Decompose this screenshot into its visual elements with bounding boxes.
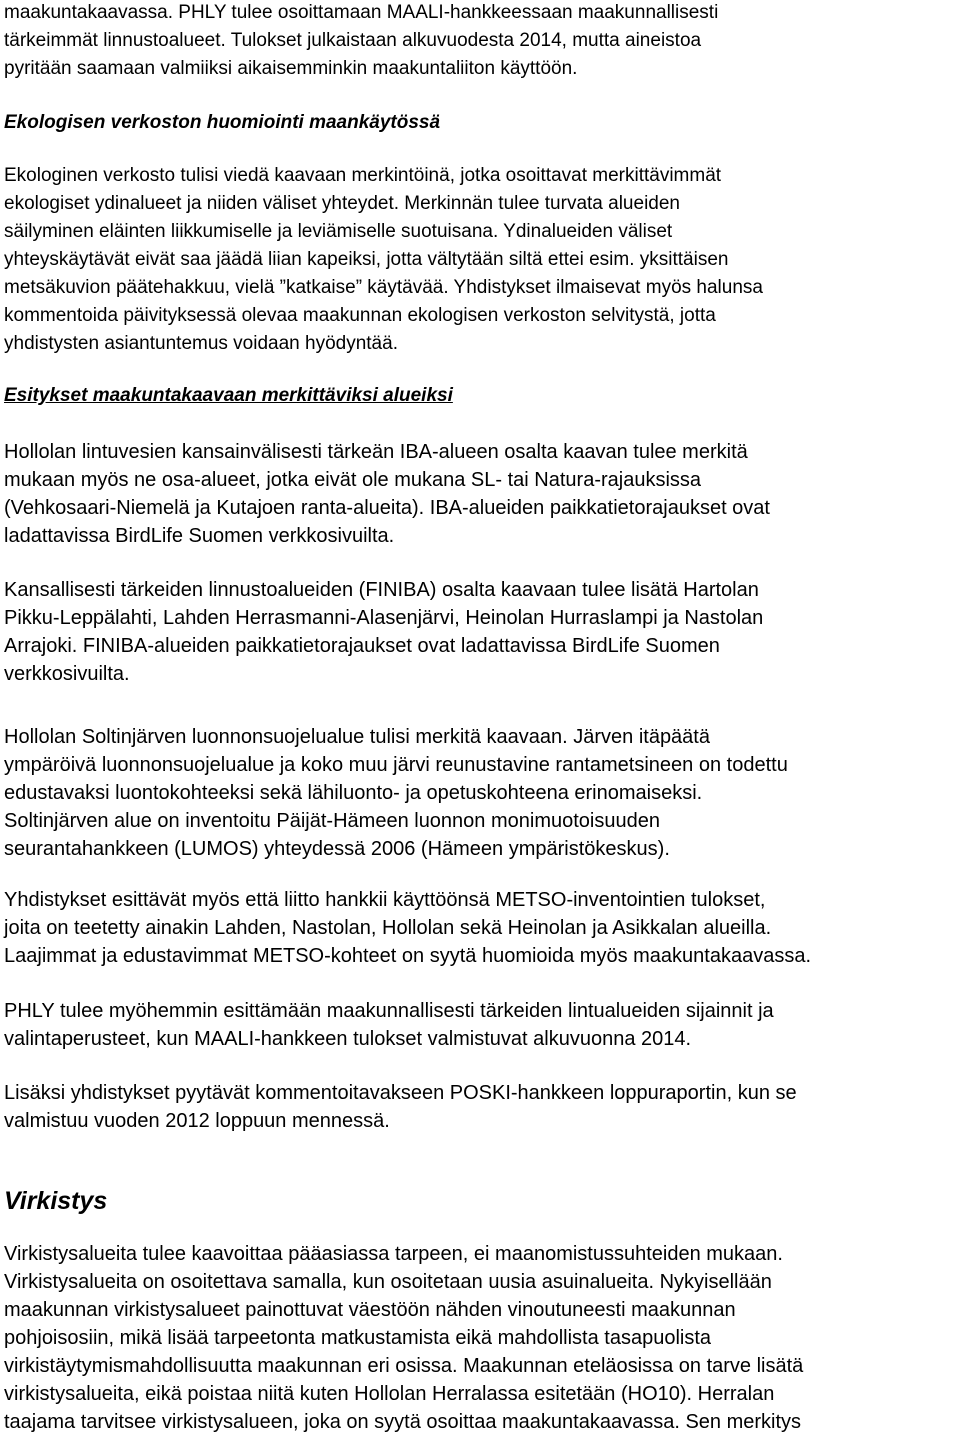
proposals-paragraph-poski bbox=[4, 1079, 797, 1135]
text-line: yhteyskäytävät eivät saa jäädä liian kapeiksi, jotta vältytään siltä ettei esim. yksittäisen bbox=[4, 249, 729, 270]
text-line: Virkistysalueita tulee kaavoittaa pääasiassa tarpeen, ei maanomistussuhteiden mukaan. bbox=[4, 1243, 783, 1265]
text-line: kommentoida päivityksessä olevaa maakunnan ekologisen verkoston selvitystä, jotta bbox=[4, 305, 716, 326]
text-line: pohjoisosiin, mikä lisää tarpeetonta matkustamista eikä mahdollista tasapuolista bbox=[4, 1327, 712, 1349]
text-line: taajama tarvitsee virkistysalueen, joka on syytä osoittaa maakuntakaavassa. Sen merkitys bbox=[4, 1411, 802, 1433]
proposals-paragraph-maali bbox=[4, 997, 774, 1053]
ecological-paragraph bbox=[4, 162, 763, 358]
text-line: maakunnan virkistysalueet painottuvat väestöön nähden vinoutuneesti maakunnan bbox=[4, 1299, 736, 1321]
text-line: joita on teetetty ainakin Lahden, Nastolan, Hollolan sekä Heinolan ja Asikkalan alueilla. bbox=[4, 917, 772, 939]
intro-paragraph bbox=[4, 0, 718, 83]
text-line: (Vehkosaari-Niemelä ja Kutajoen ranta-alueita). IBA-alueiden paikkatietorajaukset ovat bbox=[4, 497, 770, 519]
section-heading-proposals: Esitykset maakuntakaavaan merkittäviksi alueiksi bbox=[4, 385, 453, 406]
proposals-paragraph-iba bbox=[4, 438, 770, 550]
proposals-paragraph-soltinjarvi bbox=[4, 723, 788, 863]
text-line: Pikku-Leppälahti, Lahden Herrasmanni-Alasenjärvi, Heinolan Hurraslampi ja Nastolan bbox=[4, 607, 764, 629]
text-line: Yhdistykset esittävät myös että liitto hankkii käyttöönsä METSO-inventointien tulokset, bbox=[4, 889, 766, 911]
text-line: Arrajoki. FINIBA-alueiden paikkatietorajaukset ovat ladattavissa BirdLife Suomen bbox=[4, 635, 720, 657]
text-line: Laajimmat ja edustavimmat METSO-kohteet on syytä huomioida myös maakuntakaavassa. bbox=[4, 945, 812, 967]
section-heading-ecological: Ekologisen verkoston huomiointi maankäytössä bbox=[4, 112, 441, 133]
text-line: tärkeimmät linnustoalueet. Tulokset julkaistaan alkuvuodesta 2014, mutta aineistoa bbox=[4, 30, 702, 51]
text-line: valintaperusteet, kun MAALI-hankkeen tulokset valmistuvat alkuvuonna 2014. bbox=[4, 1028, 692, 1050]
text-line: edustavaksi luontokohteeksi sekä lähiluonto- ja opetuskohteena erinomaiseksi. bbox=[4, 782, 703, 804]
text-line: metsäkuvion päätehakkuu, vielä ”katkaise” käytävää. Yhdistykset ilmaisevat myös halunsa bbox=[4, 277, 763, 298]
section-heading-recreation: Virkistys bbox=[4, 1187, 108, 1215]
proposals-paragraph-metso bbox=[4, 886, 811, 970]
text-line: Kansallisesti tärkeiden linnustoalueiden (FINIBA) osalta kaavaan tulee lisätä Hartolan bbox=[4, 579, 759, 601]
text-line: Ekologinen verkosto tulisi viedä kaavaan merkintöinä, jotka osoittavat merkittävimmät bbox=[4, 165, 722, 186]
text-line: virkistäytymismahdollisuutta maakunnan eri osissa. Maakunnan eteläosissa on tarve lisätä bbox=[4, 1355, 804, 1377]
text-line: Hollolan lintuvesien kansainvälisesti tärkeän IBA-alueen osalta kaavan tulee merkitä bbox=[4, 441, 748, 463]
text-line: Virkistysalueita on osoitettava samalla, kun osoitetaan uusia asuinalueita. Nykyisellään bbox=[4, 1271, 772, 1293]
text-line: Lisäksi yhdistykset pyytävät kommentoitavakseen POSKI-hankkeen loppuraportin, kun se bbox=[4, 1082, 797, 1104]
text-line: ladattavissa BirdLife Suomen verkkosivuilta. bbox=[4, 525, 395, 547]
text-line: seurantahankkeen (LUMOS) yhteydessä 2006 (Hämeen ympäristökeskus). bbox=[4, 838, 670, 860]
text-line: ekologiset ydinalueet ja niiden väliset yhteydet. Merkinnän tulee turvata alueiden bbox=[4, 193, 680, 214]
proposals-paragraph-finiba bbox=[4, 576, 763, 688]
text-line: Hollolan Soltinjärven luonnonsuojelualue tulisi merkitä kaavaan. Järven itäpäätä bbox=[4, 726, 710, 748]
text-line: Soltinjärven alue on inventoitu Päijät-Hämeen luonnon monimuotoisuuden bbox=[4, 810, 660, 832]
text-line: PHLY tulee myöhemmin esittämään maakunnallisesti tärkeiden lintualueiden sijainnit ja bbox=[4, 1000, 774, 1022]
text-line: yhdistysten asiantuntemus voidaan hyödyntää. bbox=[4, 333, 398, 354]
text-line: pyritään saamaan valmiiksi aikaisemminkin maakuntaliiton käyttöön. bbox=[4, 58, 578, 79]
text-line: maakuntakaavassa. PHLY tulee osoittamaan MAALI-hankkeessaan maakunnallisesti bbox=[4, 2, 719, 23]
text-line: mukaan myös ne osa-alueet, jotka eivät ole mukana SL- tai Natura-rajauksissa bbox=[4, 469, 702, 491]
text-line: valmistuu vuoden 2012 loppuun mennessä. bbox=[4, 1110, 390, 1132]
text-line: ympäröivä luonnonsuojelualue ja koko muu järvi reunustavine rantametsineen on todettu bbox=[4, 754, 788, 776]
text-line: virkistysalueita, eikä poistaa niitä kuten Hollolan Herralassa esitetään (HO10). Herralan bbox=[4, 1383, 775, 1405]
text-line: säilyminen eläinten liikkumiselle ja leviämiselle suotuisana. Ydinalueiden väliset bbox=[4, 221, 673, 242]
text-line: verkkosivuilta. bbox=[4, 663, 130, 685]
recreation-paragraph bbox=[4, 1240, 803, 1434]
